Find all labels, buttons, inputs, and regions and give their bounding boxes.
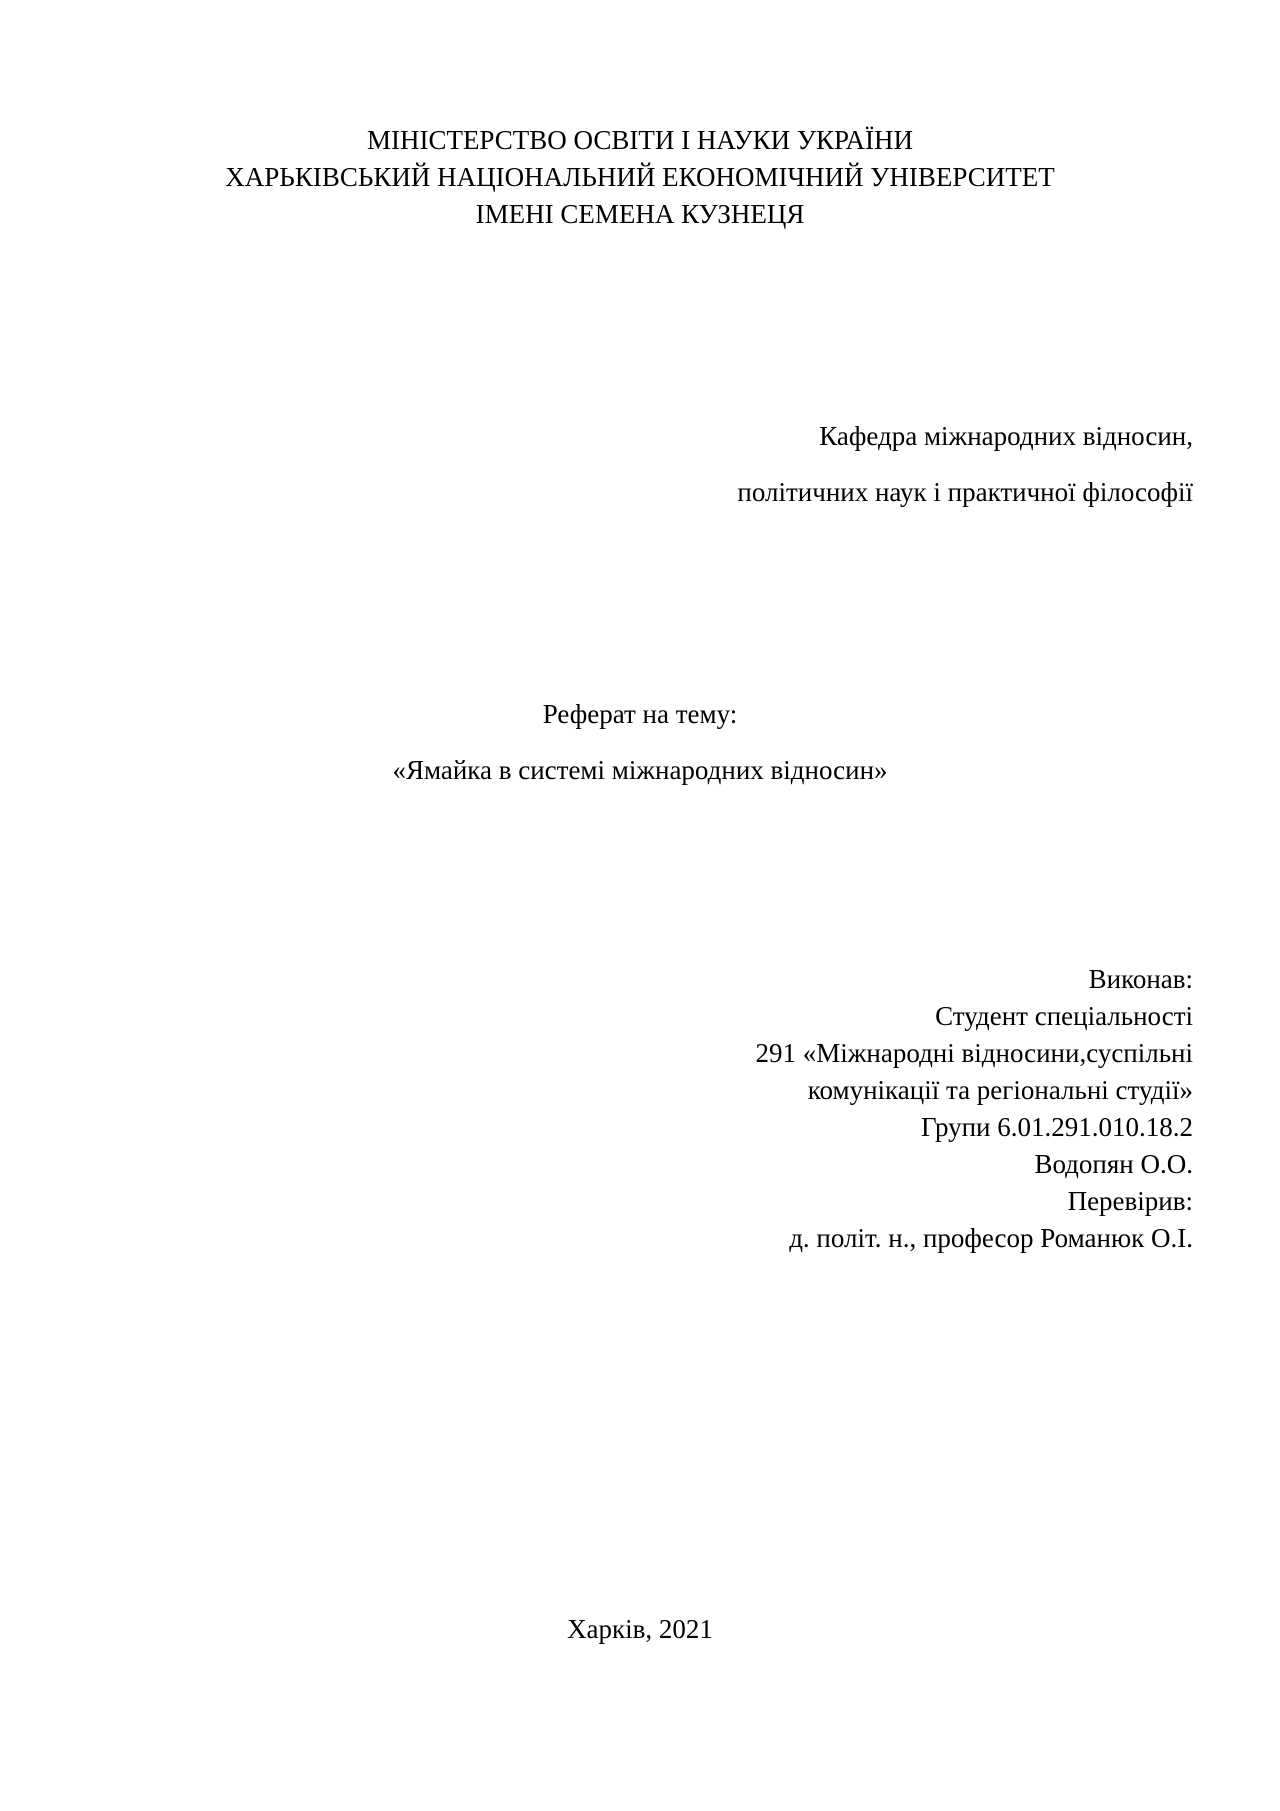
department-line-2: політичних наук і практичної філософії xyxy=(737,477,1193,507)
university-line: ХАРЬКІВСЬКИЙ НАЦІОНАЛЬНИЙ ЕКОНОМІЧНИЙ УНІВЕРСИТЕТ xyxy=(225,162,1055,192)
department-line-1: Кафедра міжнародних відносин, xyxy=(819,421,1193,451)
student-line: Студент спеціальності xyxy=(935,1001,1193,1031)
ministry-line: МІНІСТЕРСТВО ОСВІТИ І НАУКИ УКРАЇНИ xyxy=(366,125,914,155)
performed-label: Виконав: xyxy=(1088,964,1193,994)
topic-title: «Ямайка в системі міжнародних відносин» xyxy=(392,755,888,785)
student-name: Водопян О.О. xyxy=(1034,1149,1193,1179)
topic-block xyxy=(0,686,1280,798)
topic-label: Реферат на тему: xyxy=(542,699,738,729)
supervisor-line: д. політ. н., професор Романюк О.І. xyxy=(789,1223,1193,1253)
group-line: Групи 6.01.291.010.18.2 xyxy=(921,1112,1193,1142)
checked-label: Перевірив: xyxy=(1067,1186,1193,1216)
specialty-line-1: 291 «Міжнародні відносини,суспільні xyxy=(755,1038,1193,1068)
department-block xyxy=(737,408,1193,520)
ministry-header xyxy=(0,122,1280,233)
city-year: Харків, 2021 xyxy=(567,1614,713,1644)
author-block xyxy=(756,961,1194,1257)
specialty-line-2: комунікації та регіональні студії» xyxy=(807,1075,1193,1105)
university-name-line: ІМЕНІ СЕМЕНА КУЗНЕЦЯ xyxy=(475,199,805,229)
